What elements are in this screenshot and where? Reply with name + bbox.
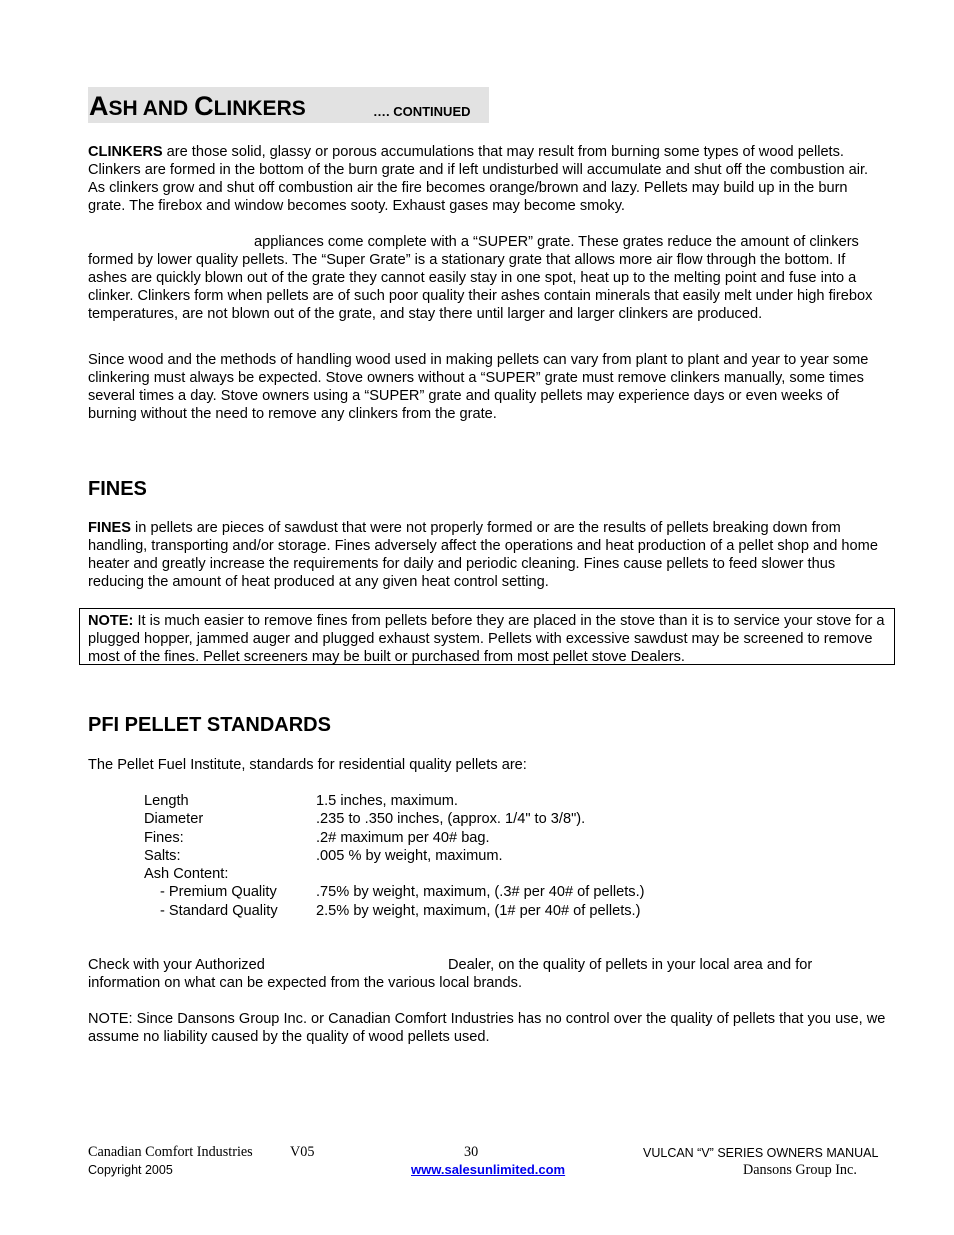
spec-label: - Premium Quality xyxy=(160,884,277,900)
footer-copyright: Copyright 2005 xyxy=(88,1163,173,1177)
check-text-c: information on what can be expected from the various local brands. xyxy=(88,975,523,991)
check-text-b: Dealer, on the quality of pellets in your local area and for xyxy=(448,957,813,973)
footer-website-link[interactable]: www.salesunlimited.com xyxy=(411,1162,566,1177)
pfi-intro: The Pellet Fuel Institute, standards for residential quality pellets are: xyxy=(88,757,527,773)
footer-group: Dansons Group Inc. xyxy=(743,1162,857,1178)
fines-note: NOTE: It is much easier to remove fines from pellets before they are placed in the stove than it is to service your stove for a plugged hopper, jammed auger and plugged exhaust system. Pellets with excessive sawdust may be screened to remove most of the fines. Pellet screeners may be built or purchased from most pellet stove Dealers. xyxy=(88,613,885,666)
footer-company: Canadian Comfort Industries xyxy=(88,1144,253,1160)
spec-value: .2# maximum per 40# bag. xyxy=(316,830,490,846)
spec-label: - Standard Quality xyxy=(160,903,278,919)
spec-label: Salts: xyxy=(144,848,181,864)
fines-paragraph: FINES in pellets are pieces of sawdust that were not properly formed or are the results of pellets breaking down from handling, transporting and/or storage. Fines adversely affect the operations and heat production of a pellet shop and home heater and greatly increase the requirements for daily and periodic cleaning. Fines cause pellets to feed slower thus reducing the amount of heat produced at any given heat control setting. xyxy=(88,520,878,591)
clinkers-lead: CLINKERS xyxy=(88,144,163,160)
footer-manual-title: VULCAN “V” SERIES OWNERS MANUAL xyxy=(643,1146,879,1160)
check-text-a: Check with your Authorized xyxy=(88,957,265,973)
spec-value: .005 % by weight, maximum. xyxy=(316,848,503,864)
spec-label: Length xyxy=(144,793,189,809)
spec-value: 2.5% by weight, maximum, (1# per 40# of pellets.) xyxy=(316,903,641,919)
spec-label: Ash Content: xyxy=(144,866,229,882)
pfi-heading: PFI PELLET STANDARDS xyxy=(88,714,331,736)
footer-version: V05 xyxy=(290,1144,315,1160)
title-continued: …. CONTINUED xyxy=(373,104,471,119)
page-number: 30 xyxy=(464,1144,479,1160)
clinkering-paragraph: Since wood and the methods of handling wood used in making pellets can vary from plant to plant and year to year some clinkering must always be expected. Stove owners without a “SUPER” grate must remove clinkers manually, some times several times a day. Stove owners using a “SUPER” grate and quality pellets may experience days or even weeks of burning without the need to remove any clinkers from the grate. xyxy=(88,352,869,423)
spec-label: Diameter xyxy=(144,811,204,827)
clinkers-paragraph: CLINKERS are those solid, glassy or porous accumulations that may result from burning some types of wood pellets. Clinkers are formed in the bottom of the burn grate and if left undisturbed will accumulate and shut off the combustion air. As clinkers grow and shut off combustion air the fire becomes orange/brown and lazy. Pellets may build up in the burn grate. The firebox and window becomes sooty. Exhaust gases may become smoky. xyxy=(88,144,869,215)
spec-value: .75% by weight, maximum, (.3# per 40# of pellets.) xyxy=(316,884,645,900)
spec-value: .235 to .350 inches, (approx. 1/4" to 3/8"). xyxy=(316,811,586,827)
fines-lead: FINES xyxy=(88,520,131,536)
page-title: ASH AND CLINKERS xyxy=(89,91,306,121)
spec-value: 1.5 inches, maximum. xyxy=(316,793,458,809)
liability-note: NOTE: Since Dansons Group Inc. or Canadian Comfort Industries has no control over the quality of pellets that you use, we assume no liability caused by the quality of wood pellets used. xyxy=(88,1011,886,1046)
fines-heading: FINES xyxy=(88,478,147,500)
super-grate-paragraph: appliances come complete with a “SUPER” grate. These grates reduce the amount of clinkers formed by lower quality pellets. The “Super Grate” is a stationary grate that allows more air flow through the bottom. If ashes are quickly blown out of the grate they cannot easily stay in one spot, heat up to the melting point and fuse into a clinker. Clinkers form when pellets are of such poor quality their ashes contain minerals that easily melt under high firebox temperatures, are not blown out of the grate, and stay there until larger and larger clinkers are produced. xyxy=(88,234,873,323)
note-lead: NOTE: xyxy=(88,613,134,629)
spec-label: Fines: xyxy=(144,830,184,846)
